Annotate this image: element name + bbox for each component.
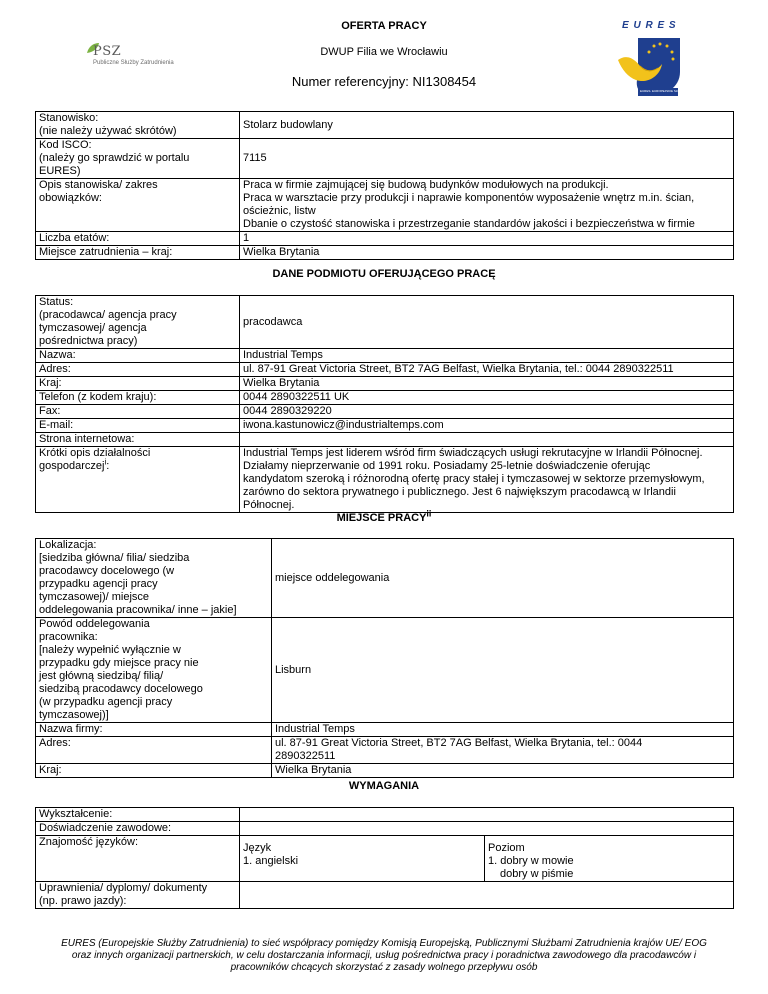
row-email <box>36 419 734 433</box>
value-nazwa: Industrial Temps <box>240 349 734 363</box>
label-powod: Powód oddelegowania pracownika: [należy wypełnić wyłącznie w przypadku gdy miejsce pracy nie jest główną siedzibą/ filią/ siedzibą pracodawcy docelowego (w przypadku agencji pracy tymczasowej)] <box>36 618 272 723</box>
row-doswiadczenie <box>36 822 734 836</box>
row-fax <box>36 405 734 419</box>
row-kraj-pracodawcy <box>36 377 734 391</box>
row-uprawnienia <box>36 882 734 909</box>
label-kraj: Miejsce zatrudnienia – kraj: <box>36 246 240 260</box>
poziom-header: Poziom <box>488 842 525 854</box>
label-fax: Fax: <box>36 405 240 419</box>
value-adres: ul. 87-91 Great Victoria Street, BT2 7AG Belfast, Wielka Brytania, tel.: 0044 2890322511 <box>240 363 734 377</box>
eures-logo-text: E U R E S <box>622 20 677 31</box>
label-doswiadczenie: Doświadczenie zawodowe: <box>36 822 240 836</box>
row-status <box>36 296 734 349</box>
value-telefon: 0044 2890322511 UK <box>240 391 734 405</box>
value-doswiadczenie <box>240 822 734 836</box>
value-etaty: 1 <box>240 232 734 246</box>
row-kraj-miejsca <box>36 764 734 778</box>
row-wyksztalcenie <box>36 808 734 822</box>
label-opis-dzialalnosci: Krótki opis działalności gospodarczej$^i$: <box>36 447 240 513</box>
value-fax: 0044 2890329220 <box>240 405 734 419</box>
value-poziom <box>485 836 734 882</box>
footer-line-2: oraz innych organizacji partnerskich, w celu dostarczania informacji, usług pośrednictwa pracy i poradnictwa zawodowego dla pracodawców i <box>71 950 697 961</box>
label-lokalizacja: Lokalizacja: [siedziba główna/ filia/ siedziba pracodawcy docelowego (w przypadku agencji pracy tymczasowej)/ miejsce oddelegowania pracownika/ inne – jakie] <box>36 539 272 618</box>
value-isco: 7115 <box>240 139 734 179</box>
value-nazwa-firmy: Industrial Temps <box>272 723 734 737</box>
poziom-value-2: dobry w piśmie <box>500 868 574 880</box>
label-isco: Kod ISCO: (należy go sprawdzić w portalu EURES) <box>36 139 240 179</box>
label-kraj-pracodawcy: Kraj: <box>36 377 240 391</box>
workplace-table <box>35 538 734 778</box>
value-kraj-miejsca: Wielka Brytania <box>272 764 734 778</box>
label-stanowisko: Stanowisko: (nie należy używać skrótów) <box>36 112 240 139</box>
job-table <box>35 111 734 260</box>
value-kraj-pracodawcy: Wielka Brytania <box>240 377 734 391</box>
value-www <box>240 433 734 447</box>
office-name: DWUP Filia we Wrocławiu <box>320 46 448 58</box>
row-www <box>36 433 734 447</box>
value-uprawnienia <box>240 882 734 909</box>
row-opis-stanowiska <box>36 179 734 232</box>
label-adres: Adres: <box>36 363 240 377</box>
row-nazwa <box>36 349 734 363</box>
label-adres-miejsca: Adres: <box>36 737 272 764</box>
label-telefon: Telefon (z kodem kraju): <box>36 391 240 405</box>
label-nazwa: Nazwa: <box>36 349 240 363</box>
footer-note <box>20 938 748 974</box>
row-etaty <box>36 232 734 246</box>
employer-table <box>35 295 734 513</box>
poziom-value-1: 1. dobry w mowie <box>488 855 574 867</box>
row-kraj <box>36 246 734 260</box>
jezyk-value: 1. angielski <box>243 855 299 867</box>
label-www: Strona internetowa: <box>36 433 240 447</box>
label-status: Status: (pracodawca/ agencja pracy tymczasowej/ agencja pośrednictwa pracy) <box>36 296 240 349</box>
footer-line-1: EURES (Europejskie Służby Zatrudnienia) to sieć współpracy pomiędzy Komisją Europejską, Publicznymi Służbami Zatrudnienia krajów UE/ EOG <box>61 938 707 949</box>
row-nazwa-firmy <box>36 723 734 737</box>
psz-logo-subtitle: Publiczne Służby Zatrudnienia <box>93 60 174 66</box>
label-uprawnienia: Uprawnienia/ dyplomy/ dokumenty (np. prawo jazdy): <box>36 882 240 909</box>
label-kraj-miejsca: Kraj: <box>36 764 272 778</box>
label-wyksztalcenie: Wykształcenie: <box>36 808 240 822</box>
value-stanowisko: Stolarz budowlany <box>240 112 734 139</box>
value-lokalizacja: miejsce oddelegowania <box>272 539 734 618</box>
row-lokalizacja <box>36 539 734 618</box>
page-title: OFERTA PRACY <box>341 20 427 32</box>
label-nazwa-firmy: Nazwa firmy: <box>36 723 272 737</box>
psz-logo <box>86 42 196 72</box>
value-opis-stanowiska: Praca w firmie zajmującej się budową budynków modułowych na produkcji. Praca w warsztacie przy produkcji i naprawie komponentów wyposażenie wnętrz m.in. ścian, ościeżnic, listw Dbanie o czystość stanowiska i przestrzeganie standardów jakości i bezpieczeństwa w firmie <box>240 179 734 232</box>
row-adres <box>36 363 734 377</box>
value-wyksztalcenie <box>240 808 734 822</box>
psz-logo-text: PSZ <box>93 44 122 59</box>
row-powod <box>36 618 734 723</box>
value-adres-miejsca: ul. 87-91 Great Victoria Street, BT2 7AG Belfast, Wielka Brytania, tel.: 0044 2890322511 <box>272 737 734 764</box>
label-jezyki: Znajomość języków: <box>36 836 240 882</box>
label-opis-stanowiska: Opis stanowiska/ zakres obowiązków: <box>36 179 240 232</box>
value-email: iwona.kastunowicz@industrialtemps.com <box>240 419 734 433</box>
value-opis-dzialalnosci: Industrial Temps jest liderem wśród firm świadczących usługi rekrutacyjne w Irlandii Północnej. Działamy nieprzerwanie od 1991 roku. Posiadamy 25-letnie doświadczenie oferując kandydatom szeroką i różnorodną ofertę pracy stałej i tymczasowej w sektorze przemysłowym, zarówno do sektora prywatnego i publicznego. Jest 6 największym pracodawcą w Irlandii Północnej. <box>240 447 734 513</box>
eures-logo-tagline: EURES. EUROPEJSKIE SŁUŻBY ZATRUDNIENIA <box>640 89 709 93</box>
value-kraj: Wielka Brytania <box>240 246 734 260</box>
requirements-heading: WYMAGANIA <box>348 780 420 792</box>
row-jezyki <box>36 836 734 882</box>
label-etaty: Liczba etatów: <box>36 232 240 246</box>
value-powod: Lisburn <box>272 618 734 723</box>
row-isco <box>36 139 734 179</box>
value-jezyk <box>240 836 485 882</box>
row-opis-dzialalnosci <box>36 447 734 513</box>
jezyk-header: Język <box>243 842 272 854</box>
row-stanowisko <box>36 112 734 139</box>
footer-line-3: pracowników chcących skorzystać z zasady wolnego przepływu osób <box>230 962 538 973</box>
row-adres-miejsca <box>36 737 734 764</box>
reference-number: Numer referencyjny: NI1308454 <box>291 74 477 89</box>
row-telefon <box>36 391 734 405</box>
employer-heading: DANE PODMIOTU OFERUJĄCEGO PRACĘ <box>272 268 496 280</box>
requirements-table <box>35 807 734 909</box>
label-email: E-mail: <box>36 419 240 433</box>
value-status: pracodawca <box>240 296 734 349</box>
eures-logo <box>616 20 709 98</box>
workplace-heading: MIEJSCE PRACY$^{ii}$ <box>336 508 432 524</box>
